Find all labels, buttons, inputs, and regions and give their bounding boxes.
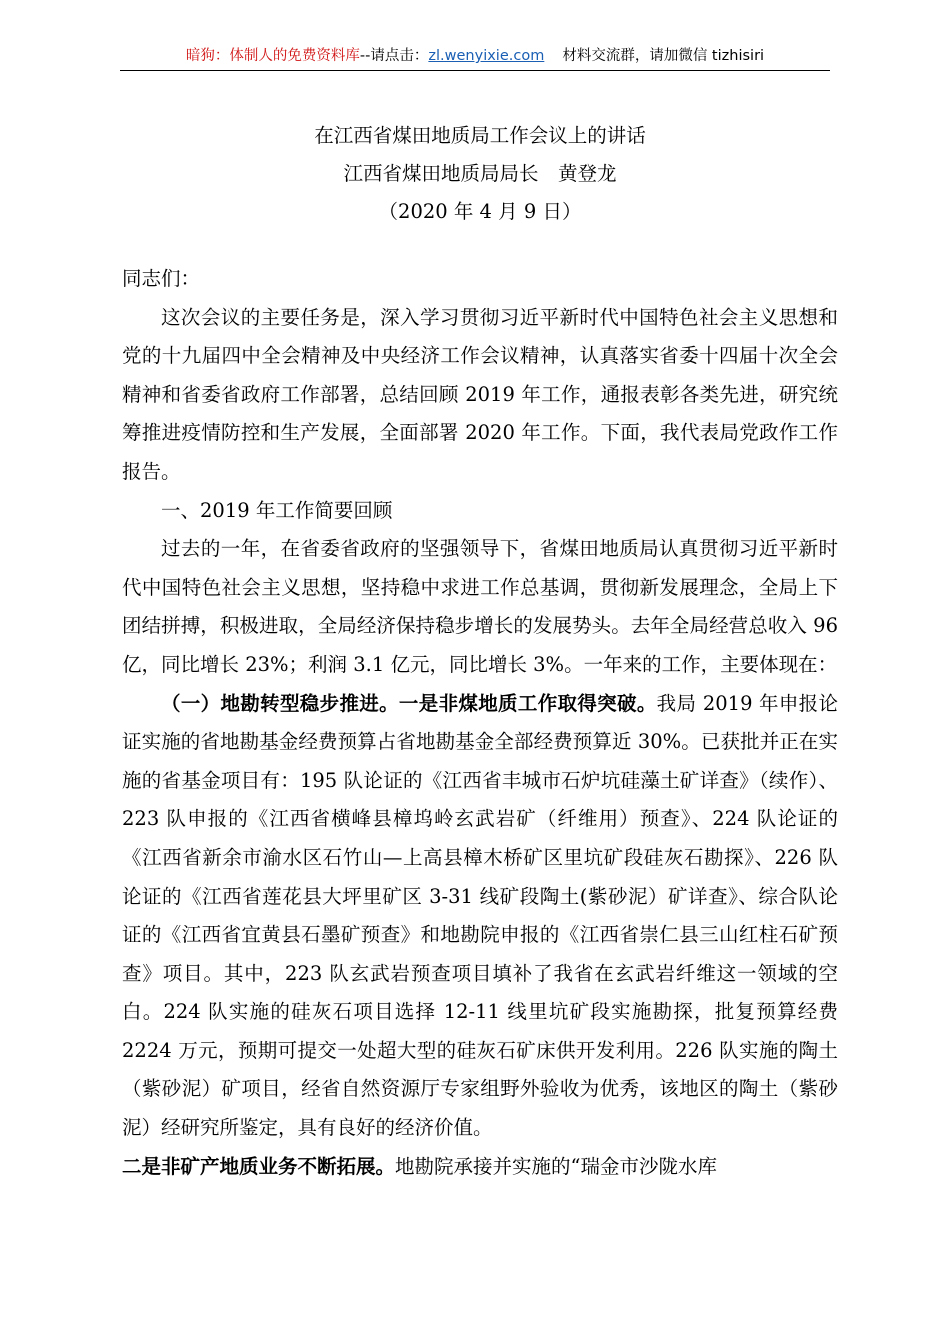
banner-prompt: --请点击： xyxy=(359,48,429,64)
paragraph-geology-heading: （一）地勘转型稳步推进。一是非煤地质工作取得突破。 xyxy=(161,691,657,715)
document-body xyxy=(122,260,838,1186)
salutation: 同志们： xyxy=(122,267,201,290)
banner-site-name: 暗狗：体制人的免费资料库 xyxy=(185,48,360,64)
banner-link[interactable]: zl.wenyixie.com xyxy=(428,48,545,64)
section-heading-1: 一、2019 年工作简要回顾 xyxy=(161,498,393,522)
date-line: （2020 年 4 月 9 日） xyxy=(378,200,582,223)
paragraph-geology-text: 我局 2019 年申报论证实施的省地勘基金经费预算占省地勘基金全部经费预算近 30%。已获批并正在实施的省基金项目有：195 队论证的《江西省丰城市石炉坑硅藻土矿详查》（续作）、223 队申报的《江西省横峰县樟坞岭玄武岩矿（纤维用）预查》、224 队论证的《江西省新余市渝水区石竹山—上高县樟木桥矿区里坑矿段硅灰石勘探》、226 队论证的《江西省莲花县大坪里矿区 3-31 线矿段陶土(紫砂泥）矿详查》、综合队论证的《江西省宜黄县石墨矿预查》和地勘院申报的《江西省崇仁县三山红柱石矿预查》项目。其中，223 队玄武岩预查项目填补了我省在玄武岩纤维这一领域的空白。224 队实施的硅灰石项目选择 12-11 线里坑矿段实施勘探，批复预算经费 2224 万元，预期可提交一处超大型的硅灰石矿床供开发利用。226 队实施的陶土（紫砂泥）矿项目，经省自然资源厅专家组野外验收为优秀，该地区的陶土（紫砂泥）经研究所鉴定，具有良好的经济价值。 xyxy=(122,691,838,1140)
speaker-line: 江西省煤田地质局局长 黄登龙 xyxy=(343,162,617,185)
paragraph-non-mineral-heading: 二是非矿产地质业务不断拓展。 xyxy=(122,1154,396,1178)
header-divider xyxy=(120,70,830,71)
banner-group-info: 材料交流群，请加微信 tizhisiri xyxy=(562,48,765,64)
speech-title: 在江西省煤田地质局工作会议上的讲话 xyxy=(314,124,646,147)
paragraph-geology xyxy=(122,685,838,1148)
paragraph-review: 过去的一年，在省委省政府的坚强领导下，省煤田地质局认真贯彻习近平新时代中国特色社会主义思想，坚持稳中求进工作总基调，贯彻新发展理念，全局上下团结拼搏，积极进取，全局经济保持稳步增长的发展势头。去年全局经营总收入 96 亿，同比增长 23%；利润 3.1 亿元，同比增长 3%。一年来的工作，主要体现在： xyxy=(122,537,838,676)
header-banner xyxy=(120,46,830,66)
paragraph-intro: 这次会议的主要任务是，深入学习贯彻习近平新时代中国特色社会主义思想和党的十九届四中全会精神及中央经济工作会议精神，认真落实省委十四届十次全会精神和省委省政府工作部署，总结回顾 2019 年工作，通报表彰各类先进，研究统筹推进疫情防控和生产发展，全面部署 2020 年工作。下面，我代表局党政作工作报告。 xyxy=(122,305,838,483)
paragraph-non-mineral-text: 地勘院承接并实施的“瑞金市沙陇水库 xyxy=(395,1154,717,1178)
paragraph-non-mineral xyxy=(122,1148,838,1187)
